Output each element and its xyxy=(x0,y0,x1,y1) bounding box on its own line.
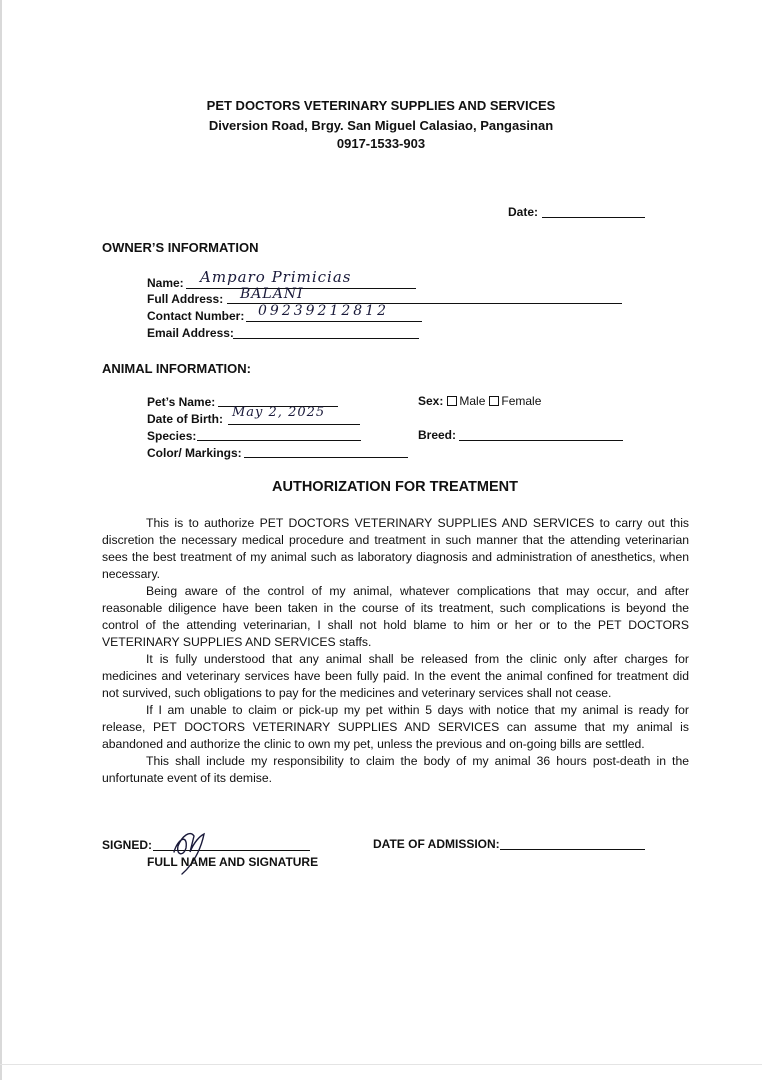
signed-label: SIGNED: xyxy=(102,838,153,852)
full-name-signature-label: FULL NAME AND SIGNATURE xyxy=(147,855,319,869)
owner-name-value: Amparo Primicias xyxy=(200,268,352,286)
dob-label: Date of Birth: xyxy=(147,412,223,426)
owner-email-field[interactable] xyxy=(233,326,419,339)
scan-edge-bottom xyxy=(0,1064,762,1065)
owner-address-label: Full Address: xyxy=(147,292,224,306)
breed-label: Breed: xyxy=(418,428,457,442)
handwritten-signature xyxy=(168,822,218,878)
species-field[interactable] xyxy=(197,428,361,441)
authorization-paragraph-4: If I am unable to claim or pick-up my pet within 5 days with notice that my animal is ready for release, PET DOCTORS VETERINARY SUPPLIES AND SERVICES can assume that my animal is abandoned and authorize the clinic to own my pet, unless the previous and on-going bills are settled. xyxy=(102,703,689,751)
species-label: Species: xyxy=(147,429,197,443)
owner-contact-label: Contact Number: xyxy=(147,309,245,323)
color-label: Color/ Markings: xyxy=(147,446,242,460)
owner-contact-value: 09239212812 xyxy=(258,303,389,319)
owner-address-value: BALANI xyxy=(240,286,304,302)
company-phone: 0917-1533-903 xyxy=(336,136,426,151)
sex-label: Sex: xyxy=(418,394,444,408)
date-field[interactable] xyxy=(542,205,645,218)
authorization-body xyxy=(102,515,689,787)
color-field[interactable] xyxy=(244,445,408,458)
authorization-paragraph-1: This is to authorize PET DOCTORS VETERINARY SUPPLIES AND SERVICES to carry out this discretion the necessary medical procedure and treatment in such manner that the attending veterinarian sees the best treatment of my animal such as laboratory diagnosis and administration of anesthetics, when necessary. xyxy=(102,516,689,581)
company-name: PET DOCTORS VETERINARY SUPPLIES AND SERVICES xyxy=(206,98,556,113)
dob-value: May 2, 2025 xyxy=(232,405,326,420)
female-checkbox[interactable] xyxy=(489,396,499,406)
animal-section-title: ANIMAL INFORMATION: xyxy=(102,361,251,376)
authorization-paragraph-2: Being aware of the control of my animal, whatever complications that may occur, and after reasonable diligence have been taken in the course of its treatment, such complications is beyond the control of the attending veterinarian, I shall not hold blame to him or her or to the PET DOCTORS VETERINARY SUPPLIES AND SERVICES staffs. xyxy=(102,584,689,649)
authorization-paragraph-5: This shall include my responsibility to claim the body of my animal 36 hours post-death in the unfortunate event of its demise. xyxy=(102,754,689,785)
owner-section-title: OWNER’S INFORMATION xyxy=(102,240,259,255)
admission-date-field[interactable] xyxy=(500,837,645,850)
pet-name-label: Pet’s Name: xyxy=(147,395,216,409)
breed-field[interactable] xyxy=(459,428,623,441)
admission-label: DATE OF ADMISSION: xyxy=(373,837,500,851)
date-label: Date: xyxy=(508,205,539,219)
male-checkbox[interactable] xyxy=(447,396,457,406)
sex-selector xyxy=(418,394,541,408)
owner-name-label: Name: xyxy=(147,276,184,290)
authorization-paragraph-3: It is fully understood that any animal shall be released from the clinic only after charges for medicines and veterinary services have been fully paid. In the event the animal confined for treatment did not survived, such obligations to pay for the medicines and veterinary services shall not cease. xyxy=(102,652,689,700)
scan-edge-left xyxy=(0,0,2,1080)
female-label: Female xyxy=(501,394,542,408)
owner-email-label: Email Address: xyxy=(147,326,234,340)
authorization-title: AUTHORIZATION FOR TREATMENT xyxy=(272,479,518,495)
male-label: Male xyxy=(459,394,486,408)
company-address: Diversion Road, Brgy. San Miguel Calasiao, Pangasinan xyxy=(208,118,554,133)
